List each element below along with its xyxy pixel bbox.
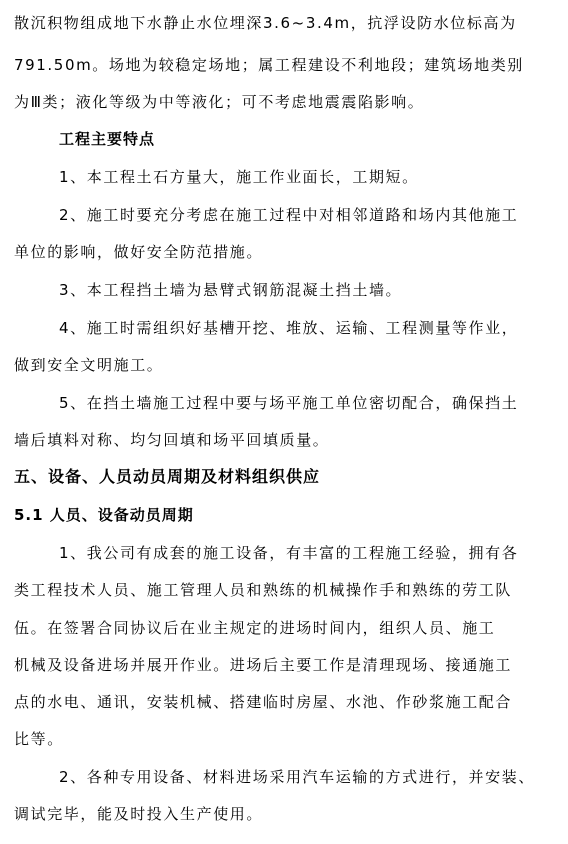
section-5-1-p1-line-3: 伍。在签署合同协议后在业主规定的进场时间内，组织人员、施工 <box>14 619 496 637</box>
feature-item-4-line-2: 做到安全文明施工。 <box>14 356 164 374</box>
feature-item-2-line-2: 单位的影响，做好安全防范措施。 <box>14 243 264 261</box>
feature-item-5-line-1: 5、在挡土墙施工过程中要与场平施工单位密切配合，确保挡土 <box>59 394 519 412</box>
section-5-1-p1-line-6: 比等。 <box>14 730 64 748</box>
features-heading: 工程主要特点 <box>59 130 156 148</box>
intro-line-2: 791.50m。场地为较稳定场地；属工程建设不利地段；建筑场地类别 <box>14 56 524 74</box>
feature-item-3: 3、本工程挡土墙为悬臂式钢筋混凝土挡土墙。 <box>59 281 403 299</box>
feature-item-1: 1、本工程土石方量大，施工作业面长，工期短。 <box>59 168 419 186</box>
section-5-1-p2-line-1: 2、各种专用设备、材料进场采用汽车运输的方式进行，并安装、 <box>59 768 535 786</box>
feature-item-2-line-1: 2、施工时要充分考虑在施工过程中对相邻道路和场内其他施工 <box>59 206 519 224</box>
section-5-1-p1-line-1: 1、我公司有成套的施工设备，有丰富的工程施工经验，拥有各 <box>59 544 519 562</box>
feature-item-5-line-2: 墙后填料对称、均匀回填和场平回填质量。 <box>14 431 330 449</box>
section-5-1-p1-line-2: 类工程技术人员、施工管理人员和熟练的机械操作手和熟练的劳工队 <box>14 581 513 599</box>
intro-line-1: 散沉积物组成地下水静止水位埋深3.6~3.4m，抗浮设防水位标高为 <box>14 14 517 32</box>
section-5-heading: 五、设备、人员动员周期及材料组织供应 <box>14 467 321 486</box>
intro-line-3: 为Ⅲ类；液化等级为中等液化；可不考虑地震震陷影响。 <box>14 93 425 111</box>
section-5-1-p1-line-4: 机械及设备进场并展开作业。进场后主要工作是清理现场、接通施工 <box>14 656 513 674</box>
section-5-1-p1-line-5: 点的水电、通讯，安装机械、搭建临时房屋、水池、作砂浆施工配合 <box>14 693 513 711</box>
section-5-1-heading: 5.1 人员、设备动员周期 <box>14 506 194 524</box>
feature-item-4-line-1: 4、施工时需组织好基槽开挖、堆放、运输、工程测量等作业， <box>59 319 519 337</box>
section-5-1-p2-line-2: 调试完毕，能及时投入生产使用。 <box>14 805 264 823</box>
